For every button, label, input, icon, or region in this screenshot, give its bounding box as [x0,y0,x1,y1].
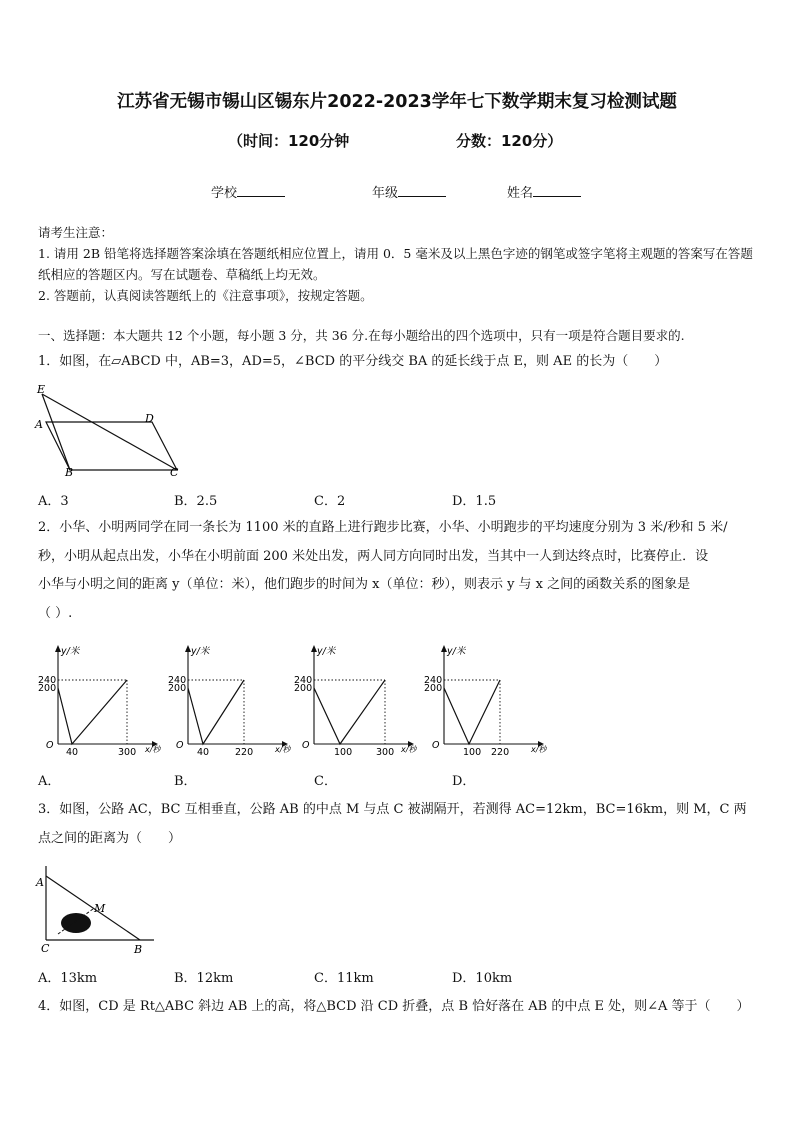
q3-option-b: B．12km [174,971,234,986]
grade-field: 年级 [372,182,446,201]
question-1-text: 1．如图，在▱ABCD 中，AB=3，AD=5，∠BCD 的平分线交 BA 的延长线于点 E，则 AE 的长为（ ） [38,354,668,369]
q3-option-c: C．11km [314,971,374,986]
label-a: A [36,876,44,889]
section-heading: 一、选择题：本大题共 12 个小题，每小题 3 分，共 36 分.在每小题给出的四个选项中，只有一项是符合题目要求的. [38,328,685,343]
q3-line-2: 点之间的距离为（ ） [38,830,182,846]
x-axis-label: x/秒 [531,745,547,754]
x-tick-b: 300 [376,747,395,758]
notice-item-1: 1. 请用 2B 铅笔将选择题答案涂填在答题纸相应位置上，请用 0．5 毫米及以上黑色字迹的钢笔或签字笔将主观题的答案写在答题纸相应的答题区内。写在试题卷、草稿纸上均无效。 [38,246,753,282]
y-tick-240: 240 [294,675,313,686]
q1-option-b: B．2.5 [174,494,218,509]
question-4-text: 4．如图，CD 是 Rt△ABC 斜边 AB 上的高，将△BCD 沿 CD 折叠，点 B 恰好落在 AB 的中点 E 处，则∠A 等于（ ） [38,999,750,1014]
y-axis-label: y/米 [191,646,210,657]
q3-line-1: 3．如图，公路 AC，BC 互相垂直，公路 AB 的中点 M 与点 C 被湖隔开，若测得 AC=12km，BC=16km，则 M，C 两 [38,802,747,817]
function-graph [314,680,385,744]
school-field: 学校 [211,182,285,201]
x-tick-a: 100 [463,747,482,758]
origin-label: O [46,740,54,751]
q1-option-a: A．3 [38,494,69,509]
label-a: A [35,418,43,431]
q1-option-c: C．2 [314,494,346,509]
q2-graph-a [38,640,166,758]
lake-shape [61,913,91,933]
q1-parallelogram-figure [30,380,190,480]
y-axis-label: y/米 [61,646,80,657]
y-tick-240: 240 [424,675,443,686]
label-e: E [37,383,46,396]
y-tick-200: 200 [294,683,313,694]
x-tick-a: 40 [66,747,79,758]
q2-graph-d [424,640,552,758]
q2-line-4: （ ）. [38,605,73,621]
x-tick-b: 300 [118,747,137,758]
label-c: C [170,466,179,479]
q1-option-d: D．1.5 [452,494,497,509]
exam-time: （时间：120分钟 [228,132,350,150]
x-axis-label: x/秒 [145,745,161,754]
x-tick-b: 220 [235,747,254,758]
label-m: M [94,902,106,915]
origin-label: O [302,740,310,751]
q3-triangle-figure [32,858,162,956]
q2-option-a: A． [38,774,61,789]
q3-option-a: A．13km [38,971,98,986]
q2-line-1: 2．小华、小明两同学在同一条长为 1100 米的直路上进行跑步比赛，小华、小明跑步的平均速度分别为 3 米/秒和 5 米/ [38,520,728,535]
x-axis-label: x/秒 [275,745,291,754]
label-d: D [145,412,154,425]
y-tick-200: 200 [168,683,187,694]
parallelogram-abcd [46,422,177,470]
q2-line-3: 小华与小明之间的距离 y（单位：米），他们跑步的时间为 x（单位：秒），则表示 y 与 x 之间的函数关系的图象是 [38,577,691,592]
x-tick-a: 40 [197,747,210,758]
label-c: C [41,942,50,955]
page-title: 江苏省无锡市锡山区锡东片2022-2023学年七下数学期末复习检测试题 [117,92,677,112]
question-3-text [38,796,762,853]
q2-line-2: 秒，小明从起点出发，小华在小明前面 200 米处出发，两人同方向同时出发，当其中一人到达终点时，比赛停止．设 [38,548,709,564]
line-eb [42,394,70,470]
y-axis-label: y/米 [317,646,336,657]
q2-graph-b [168,640,296,758]
road-ab [46,876,140,940]
function-graph [188,680,244,744]
y-tick-240: 240 [38,675,57,686]
function-graph [444,680,500,744]
label-b: B [65,466,74,479]
q3-option-d: D．10km [452,971,513,986]
notice-heading: 请考生注意： [38,225,114,240]
y-tick-200: 200 [424,683,443,694]
label-b: B [134,943,143,956]
notice-item-2: 2. 答题前，认真阅读答题纸上的《注意事项》，按规定答题。 [38,288,373,303]
origin-label: O [176,740,184,751]
origin-label: O [432,740,440,751]
function-graph [58,680,127,744]
y-tick-200: 200 [38,683,57,694]
exam-score: 分数：120分） [456,132,563,150]
q2-graph-c [294,640,422,758]
x-tick-b: 220 [491,747,510,758]
y-tick-240: 240 [168,675,187,686]
name-field: 姓名 [507,182,581,201]
y-axis-label: y/米 [447,646,466,657]
question-2-text [38,514,762,628]
x-tick-a: 100 [334,747,353,758]
x-axis-label: x/秒 [401,745,417,754]
q2-option-c: C． [314,774,337,789]
q2-option-d: D． [452,774,476,789]
notice-block [38,222,760,306]
q2-option-b: B． [174,774,197,789]
